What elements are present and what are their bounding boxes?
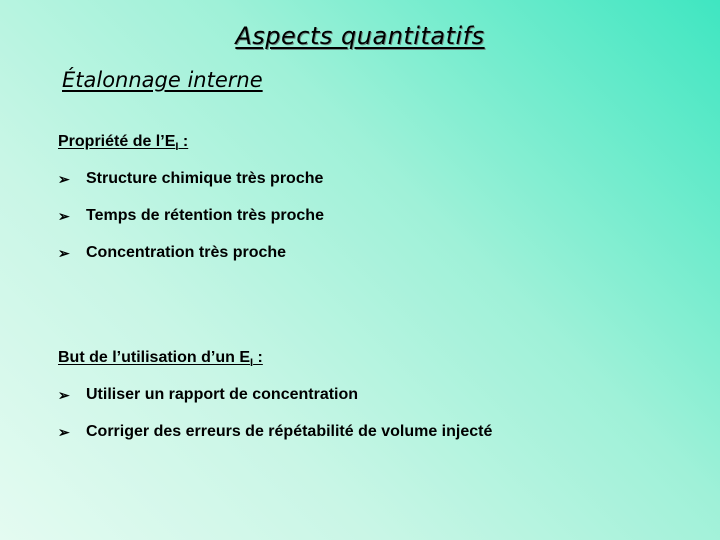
arrow-bullet-icon: ➢ bbox=[58, 423, 70, 440]
bullet-text: Utiliser un rapport de concentration bbox=[86, 386, 359, 403]
bullet-text: Structure chimique très proche bbox=[86, 170, 324, 187]
bullet-item bbox=[58, 244, 286, 262]
bullet-text: Corriger des erreurs de répétabilité de volume injecté bbox=[86, 423, 493, 440]
heading-text: Propriété de l’E bbox=[58, 133, 176, 150]
arrow-bullet-icon: ➢ bbox=[58, 244, 70, 261]
bullet-text: Temps de rétention très proche bbox=[86, 207, 324, 224]
heading-text: But de l’utilisation d’un E bbox=[58, 349, 250, 366]
slide-title: Aspects quantitatifs bbox=[235, 22, 485, 50]
section-heading-purpose bbox=[58, 349, 263, 369]
arrow-bullet-icon: ➢ bbox=[58, 207, 70, 224]
slide-subtitle: Étalonnage interne bbox=[62, 68, 263, 92]
arrow-bullet-icon: ➢ bbox=[58, 386, 70, 403]
bullet-item bbox=[58, 386, 358, 404]
heading-subscript: I bbox=[250, 357, 254, 370]
heading-subscript: I bbox=[175, 141, 179, 154]
arrow-bullet-icon: ➢ bbox=[58, 170, 70, 187]
bullet-item bbox=[58, 423, 492, 441]
bullet-item bbox=[58, 170, 323, 188]
bullet-text: Concentration très proche bbox=[86, 244, 287, 261]
heading-colon: : bbox=[253, 349, 263, 366]
heading-colon: : bbox=[178, 133, 189, 150]
section-heading-properties bbox=[58, 133, 188, 153]
bullet-item bbox=[58, 207, 324, 225]
